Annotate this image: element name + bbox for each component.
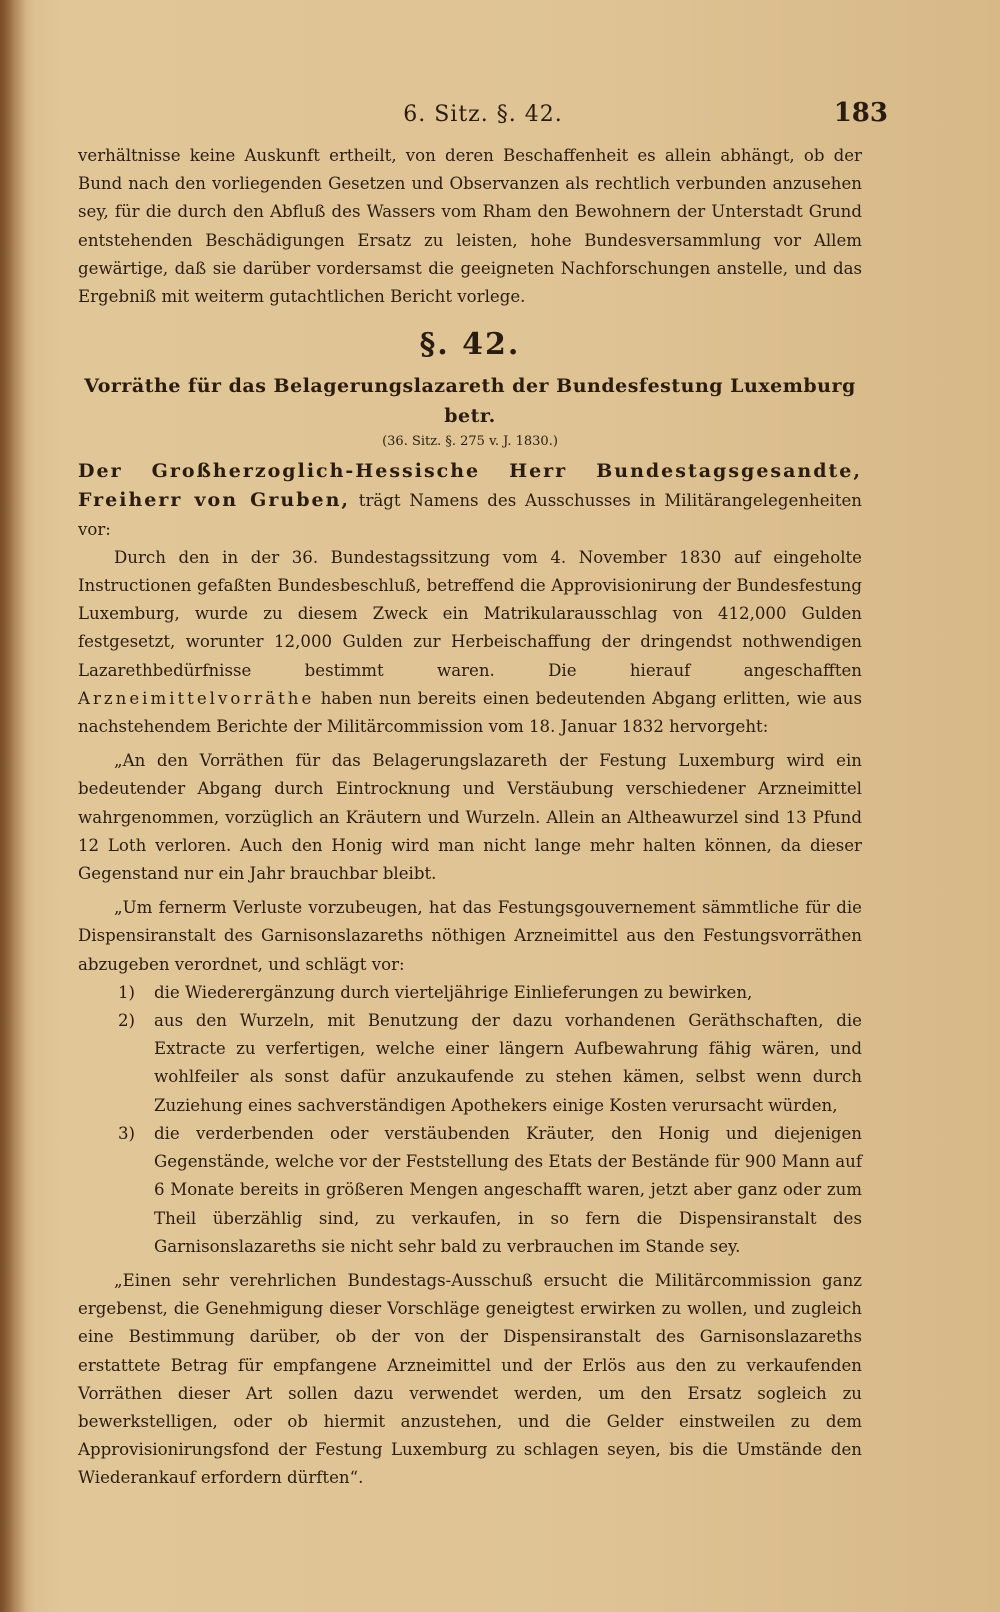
page-header (78, 98, 888, 138)
list-item (78, 1007, 862, 1120)
lead-paragraph: verhältnisse keine Auskunft ertheilt, von deren Beschaffenheit es allein abhängt, ob der Bund nach den vorliegenden Gesetzen und Observanzen als rechtlich verbunden anzusehen sey, für die durch den Abfluß des Wassers vom Rham den Bewohnern der Unterstadt Grund entstehenden Beschädigungen Ersatz zu leisten, hohe Bundesversammlung vor Allem gewärtige, daß sie darüber vordersamst die geeigneten Nachforschungen anstelle, und das Ergebniß mit weiterm gutachtlichen Bericht vorlege. (78, 146, 862, 307)
speaker-rest: trägt Namens des Ausschusses in Militärangelegenheiten vor: (78, 491, 862, 539)
paragraph-1-after: haben nun bereits einen bedeutenden Abgang erlitten, wie aus nachstehendem Berichte der Militärcommission vom 18. Januar 1832 hervorgeht: (78, 688, 862, 737)
section-title: Vorräthe für das Belagerungslazareth der Bundesfestung Luxemburg betr. (84, 375, 856, 428)
list-item-text: aus den Wurzeln, mit Benutzung der dazu vorhandenen Geräthschaften, die Extracte zu verfertigen, welche einer längern Aufbewahrung fähig wären, und wohlfeiler als sonst dafür anzukaufende zu stehen kämen, selbst wenn durch Zuziehung eines sachverständigen Apothekers einige Kosten verursacht würden, (154, 1011, 862, 1115)
list-item (78, 979, 862, 1007)
page-number: 183 (833, 98, 888, 128)
speaker-paragraph (78, 457, 862, 544)
page-body (78, 142, 862, 1493)
list-item-number: 3) (118, 1123, 136, 1143)
list-item (78, 1120, 862, 1261)
section-reference: (36. Sitz. §. 275 v. J. 1830.) (382, 434, 558, 450)
list-item-text: die verderbenden oder verstäubenden Kräuter, den Honig und diejenigen Gegenstände, welche vor der Feststellung des Etats der Bestände für 900 Mann auf 6 Monate bereits in größeren Mengen angeschafft waren, jetzt aber ganz oder zum Theil überzählig sind, zu verkaufen, in so fern die Dispensiranstalt des Garnisonslazareths sie nicht sehr bald zu verbrauchen im Stande sey. (154, 1123, 862, 1256)
paragraph-1-before: Durch den in der 36. Bundestagssitzung vom 4. November 1830 auf eingeholte Instructionen gefaßten Bundesbeschluß, betreffend die Approvisionirung der Bundesfestung Luxemburg, wurde zu diesem Zweck ein Matrikularausschlag von 412,000 Gulden festgesetzt, worunter 12,000 Gulden zur Herbeischaffung der dringendst nothwendigen Lazarethbedürfnisse bestimmt waren. Die hierauf angeschafften (78, 547, 862, 680)
quote-paragraph-1: „An den Vorräthen für das Belagerungslazareth der Festung Luxemburg wird ein bedeutender Abgang durch Eintrocknung und Verstäubung verschiedener Arzneimittel wahrgenommen, vorzüglich an Kräutern und Wurzeln. Allein an Altheawurzel sind 13 Pfund 12 Loth verloren. Auch den Honig wird man nicht lange mehr halten können, da dieser Gegenstand nur ein Jahr brauchbar bleibt. (78, 751, 862, 884)
speaker-name: Der Großherzoglich-Hessische Herr Bundestagsgesandte, Freiherr von Gruben, (78, 460, 862, 512)
paragraph-1-spaced: Arzneimittelvorräthe (78, 688, 315, 708)
list-item-text: die Wiederergänzung durch vierteljährige Einlieferungen zu bewirken, (154, 982, 753, 1002)
binding-gutter (0, 0, 26, 1612)
paragraph-1 (78, 544, 862, 741)
running-head: 6. Sitz. §. 42. (403, 102, 563, 127)
quote-paragraph-3: „Einen sehr verehrlichen Bundestags-Ausschuß ersucht die Militärcommission ganz ergebenst, die Genehmigung dieser Vorschläge geneigtest erwirken zu wollen, und zugleich eine Bestimmung darüber, ob der von der Dispensiranstalt des Garnisonslazareths erstattete Betrag für empfangene Arzneimittel und der Erlös aus den zu verkaufenden Vorräthen dieser Art sollen dazu verwendet werden, um den Ersatz sogleich zu bewerkstelligen, oder ob hiermit anzustehen, und die Gelder einstweilen zu dem Approvisionirungsfond der Festung Luxemburg zu schlagen seyen, bis die Umstände den Wiederankauf erfordern dürften“. (78, 1270, 862, 1488)
section-number: §. 42. (419, 327, 521, 363)
quote-paragraph-2: „Um fernerm Verluste vorzubeugen, hat das Festungsgouvernement sämmtliche für die Dispensiranstalt des Garnisonslazareths nöthigen Arzneimittel aus den Festungsvorräthen abzugeben verordnet, und schlägt vor: (78, 898, 862, 974)
list-item-number: 1) (118, 982, 136, 1002)
list-item-number: 2) (118, 1011, 136, 1031)
